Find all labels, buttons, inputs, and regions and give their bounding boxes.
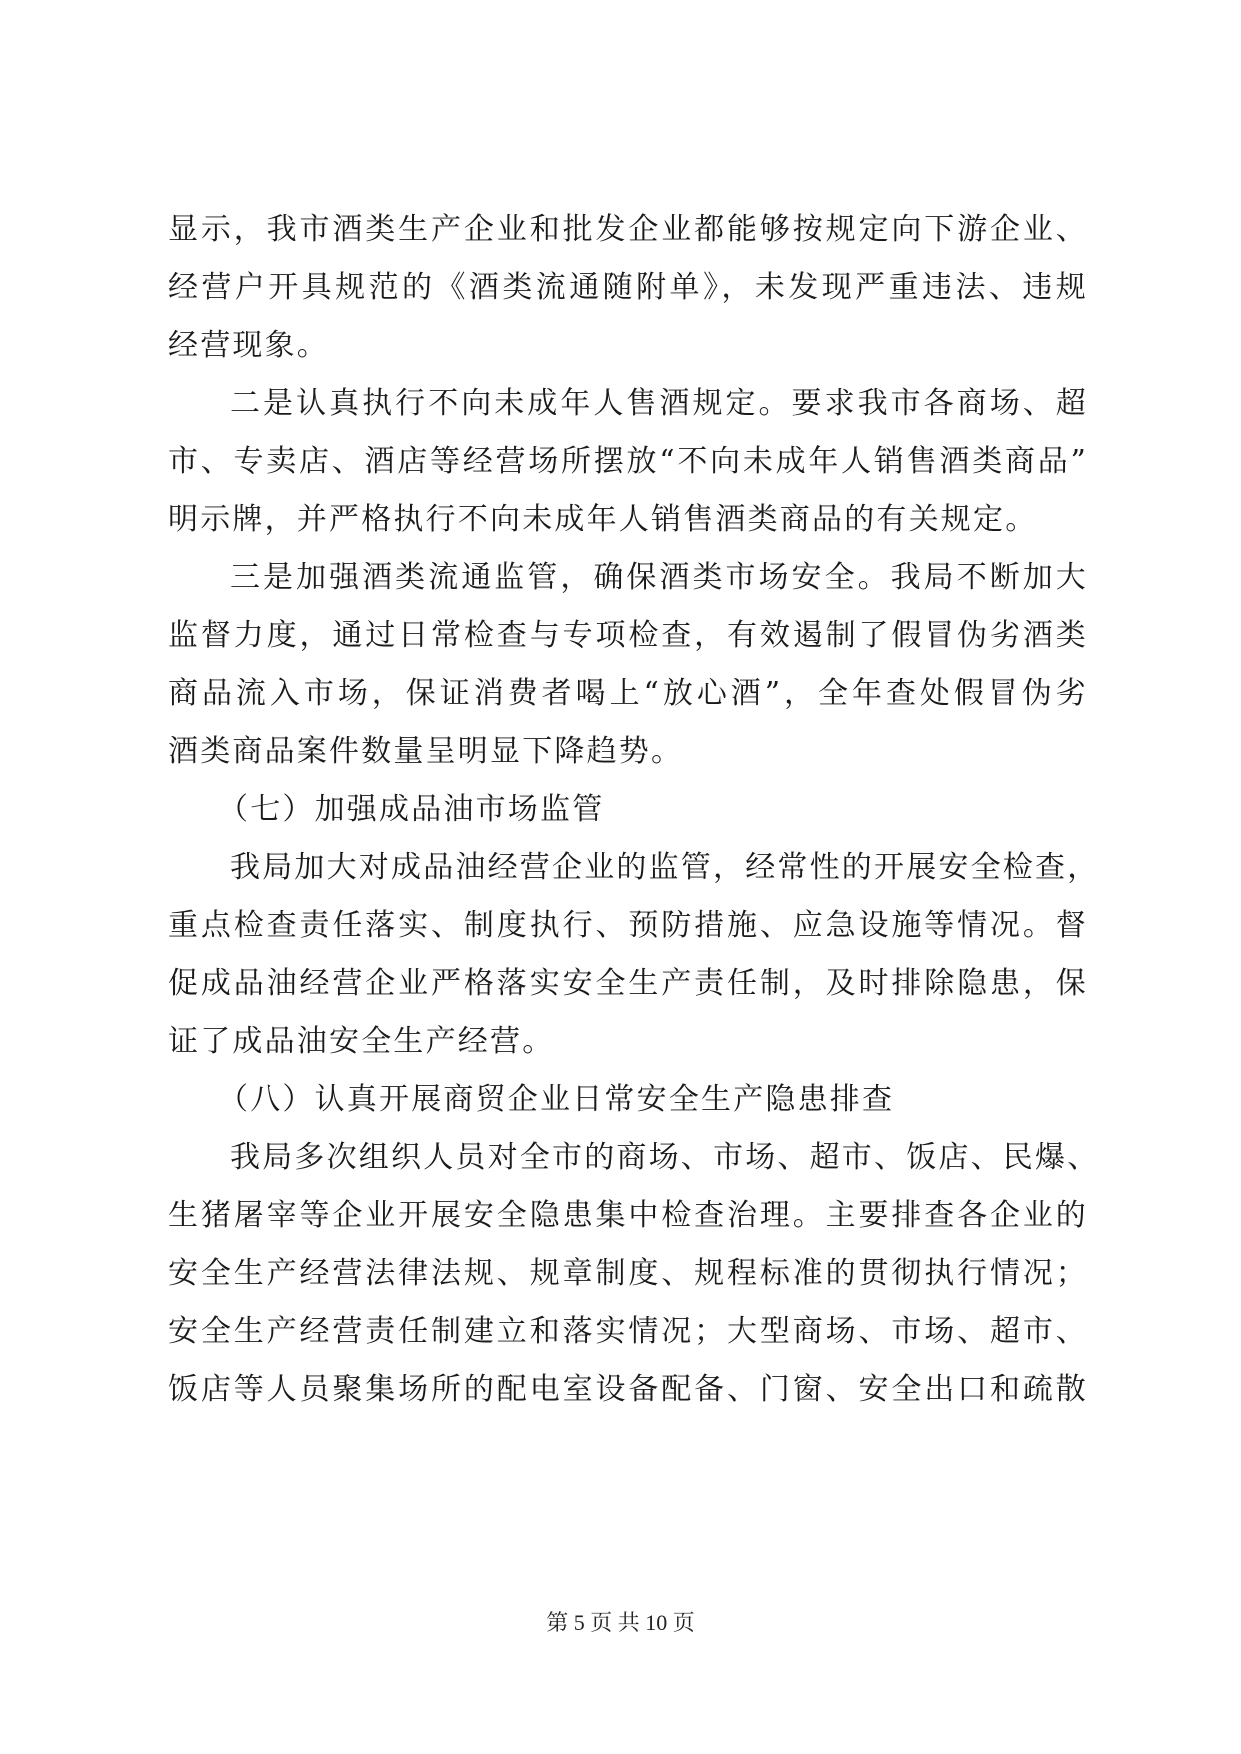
body-text-line: 经营户开具规范的《酒类流通随附单》，未发现严重违法、违规 <box>168 270 1088 305</box>
body-text-line: 三是加强酒类流通监管，确保酒类市场安全。我局不断加大 <box>230 560 1088 595</box>
body-text-line: 证了成品油安全生产经营。 <box>168 1024 555 1059</box>
section-heading: （七）加强成品油市场监管 <box>218 792 605 827</box>
body-text-line: 安全生产经营责任制建立和落实情况；大型商场、市场、超市、 <box>168 1314 1088 1349</box>
section-heading: （八）认真开展商贸企业日常安全生产隐患排查 <box>218 1082 895 1117</box>
body-text-line: 酒类商品案件数量呈明显下降趋势。 <box>168 734 684 769</box>
body-text-line: 生猪屠宰等企业开展安全隐患集中检查治理。主要排查各企业的 <box>168 1198 1088 1233</box>
body-text-line: 监督力度，通过日常检查与专项检查，有效遏制了假冒伪劣酒类 <box>168 618 1088 653</box>
body-text-line: 安全生产经营法律法规、规章制度、规程标准的贯彻执行情况； <box>168 1256 1088 1291</box>
body-text-line: 显示，我市酒类生产企业和批发企业都能够按规定向下游企业、 <box>168 212 1088 247</box>
body-text-line: 促成品油经营企业严格落实安全生产责任制，及时排除隐患，保 <box>168 966 1088 1001</box>
body-text-line: 商品流入市场，保证消费者喝上“放心酒”，全年查处假冒伪劣 <box>168 676 1088 711</box>
page-number-footer: 第 5 页 共 10 页 <box>546 1610 695 1635</box>
body-text-line: 经营现象。 <box>168 328 329 363</box>
body-text-line: 市、专卖店、酒店等经营场所摆放“不向未成年人销售酒类商品” <box>168 444 1088 479</box>
body-text-line: 明示牌，并严格执行不向未成年人销售酒类商品的有关规定。 <box>168 502 1038 537</box>
body-text-line: 重点检查责任落实、制度执行、预防措施、应急设施等情况。督 <box>168 908 1088 943</box>
body-text-line: 二是认真执行不向未成年人售酒规定。要求我市各商场、超 <box>230 386 1088 421</box>
body-text-line: 饭店等人员聚集场所的配电室设备配备、门窗、安全出口和疏散 <box>168 1372 1088 1407</box>
body-text-line: 我局加大对成品油经营企业的监管，经常性的开展安全检查， <box>230 850 1100 885</box>
body-text-line: 我局多次组织人员对全市的商场、市场、超市、饭店、民爆、 <box>230 1140 1100 1175</box>
